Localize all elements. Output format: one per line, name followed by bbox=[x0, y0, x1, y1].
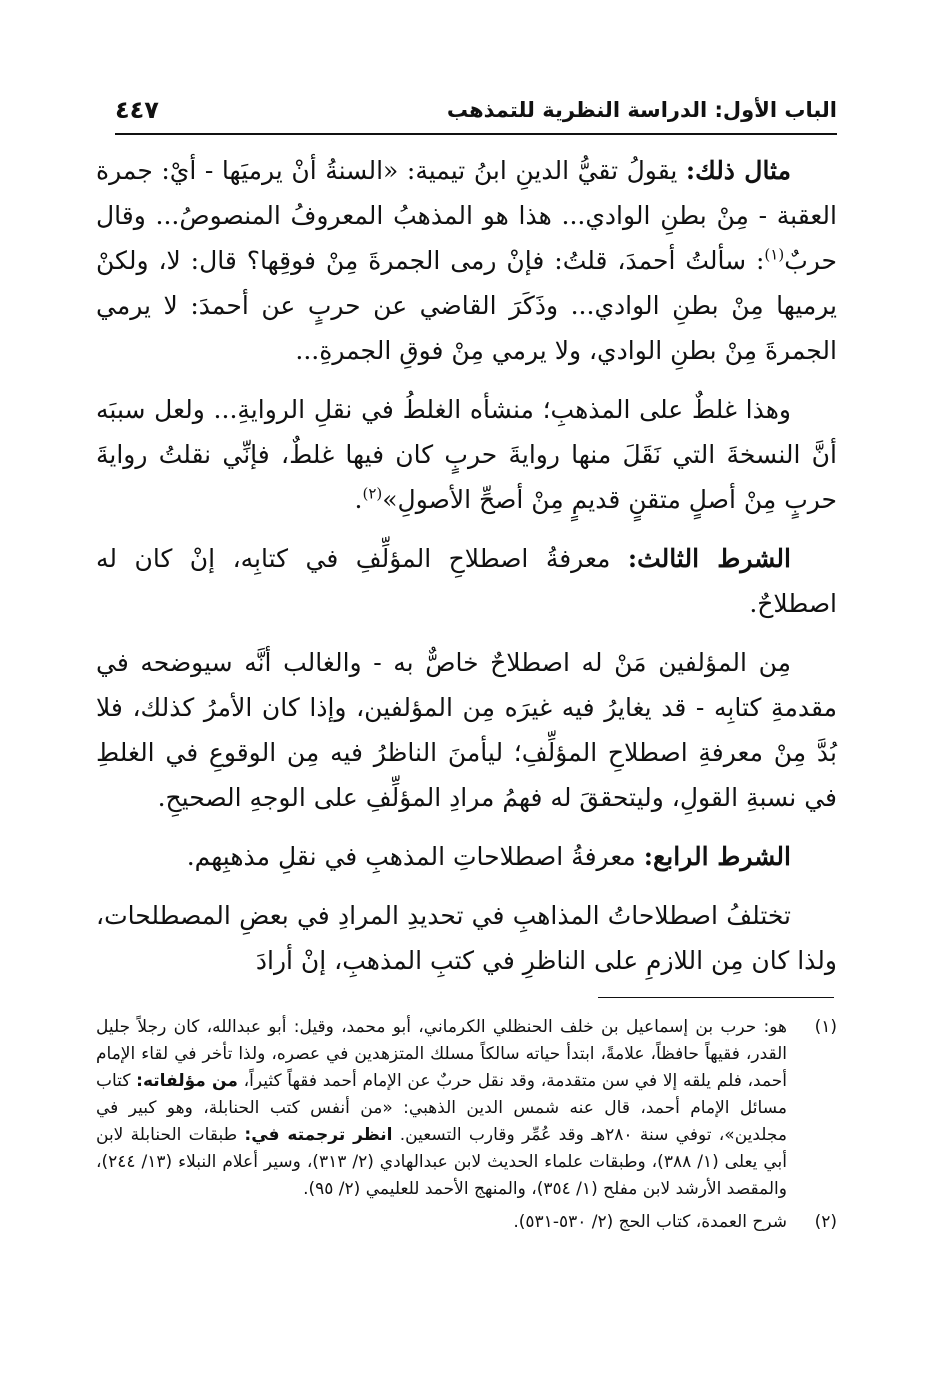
footnote-ref-2[interactable]: (٢) bbox=[362, 484, 383, 503]
example-text: يقولُ تقيُّ الدينِ ابنُ تيمية: «السنةُ أنْ يرميَها - أيْ: جمرة العقبة - مِنْ بطنِ الوادي... هذا هو المذهبُ المعروفُ المنصوصُ... وقال حربٌ bbox=[96, 156, 837, 275]
third-condition-text: معرفةُ اصطلاحِ المؤلِّفِ في كتابِه، إنْ كان له اصطلاحٌ. bbox=[96, 544, 837, 618]
paragraph-authors bbox=[96, 640, 837, 820]
error-text: وهذا غلطٌ على المذهبِ؛ منشأه الغلطُ في نقلِ الروايةِ... ولعل سببَه أنَّ النسخةَ التي نَقَلَ منها روايةَ حربٍ كان فيها غلطٌ، فإنِّي نقلتُ روايةَ حربٍ مِنْ أصلٍ متقنٍ قديمٍ مِنْ أصحِّ الأصولِ» bbox=[96, 395, 837, 514]
page-number: ٤٤٧ bbox=[115, 96, 159, 124]
paragraph-fourth-condition bbox=[96, 834, 837, 879]
footnote-1 bbox=[96, 1014, 837, 1203]
footnote-text bbox=[96, 1014, 787, 1203]
footnote-2 bbox=[96, 1209, 837, 1236]
paragraph-terminology bbox=[96, 893, 837, 983]
terminology-text: تختلفُ اصطلاحاتُ المذاهبِ في تحديدِ المرادِ في بعضِ المصطلحات، ولذا كان مِن اللازمِ على الناظرِ في كتبِ المذهبِ، إنْ أرادَ bbox=[96, 901, 837, 975]
footnote-text-part: كتاب مسائل الإمام أحمد، قال عنه شمس الدين الذهبي: «من أنفس كتب الحنابلة، وهو كبير في مجلدين»، توفي سنة ٢٨٠هـ وقد عُمِّر وقارب التسعين. bbox=[96, 1071, 787, 1145]
footnote-text-part: طبقات الحنابلة لابن أبي يعلى (١/ ٣٨٨)، وطبقات علماء الحديث لابن عبدالهادي (٢/ ٣١٣)، وسير أعلام النبلاء (١٣/ ٢٤٤)، والمقصد الأرشد لابن مفلح (١/ ٣٥٤)، والمنهج الأحمد للعليمي (٢/ ٩٥). bbox=[96, 1125, 787, 1199]
paragraph-error bbox=[96, 387, 837, 522]
fourth-condition-heading: الشرط الرابع: bbox=[643, 842, 791, 871]
footnote-ref-1[interactable]: (١) bbox=[764, 245, 785, 264]
example-lead: مثال ذلك: bbox=[685, 156, 791, 185]
fourth-condition-text: معرفةُ اصطلاحاتِ المذهبِ في نقلِ مذهبِهم. bbox=[186, 842, 644, 871]
example-text-cont: : سألتُ أحمدَ، قلتُ: فإنْ رمى الجمرةَ مِنْ فوقِها؟ قال: لا، ولكنْ يرميها مِنْ بطنِ الوادي... وذَكَرَ القاضي عن حربٍ عن أحمدَ: لا يرمي الجمرةَ مِنْ بطنِ الوادي، ولا يرمي مِنْ فوقِ الجمرةِ... bbox=[96, 246, 837, 365]
footnote-separator bbox=[598, 997, 834, 998]
error-text-end: . bbox=[354, 485, 363, 514]
chapter-title: الباب الأول: الدراسة النظرية للتمذهب bbox=[446, 98, 837, 122]
footnote-text-part: هو: حرب بن إسماعيل بن خلف الحنظلي الكرماني، أبو محمد، وقيل: أبو عبدالله، كان رجلاً جليل القدر، فقيهاً حافظاً، علامةً، ابتدأ حياته سالكاً مسلك المتزهدين في عصره، ولذا تأخر في لقاء الإمام أحمد، فلم يلقه إلا في سن متقدمة، وقد نقل حربٌ عن الإمام أحمد فقهاً كثيراً، bbox=[96, 1017, 788, 1091]
works-label: من مؤلفاته: bbox=[136, 1071, 238, 1091]
footnotes bbox=[96, 1014, 837, 1242]
biography-label: انظر ترجمته في: bbox=[244, 1125, 393, 1145]
footnote-number: (١) bbox=[814, 1017, 837, 1037]
running-header bbox=[115, 98, 837, 132]
main-text bbox=[96, 148, 837, 983]
paragraph-third-condition bbox=[96, 536, 837, 626]
authors-text: مِن المؤلفين مَنْ له اصطلاحٌ خاصٌّ به - والغالب أنَّه سيوضحه في مقدمةِ كتابِه - قد يغايرُ فيه غيرَه مِن المؤلفين، وإذا كان الأمرُ كذلك، فلا بُدَّ مِنْ معرفةِ اصطلاحِ المؤلِّفِ؛ ليأمنَ الناظرُ فيه مِن الوقوعِ في الغلطِ في نسبةِ القولِ، وليتحققَ له فهمُ مرادِ المؤلِّفِ على الوجهِ الصحيحِ. bbox=[96, 648, 837, 812]
paragraph-example bbox=[96, 148, 837, 373]
footnote-text: شرح العمدة، كتاب الحج (٢/ ٥٣٠-٥٣١). bbox=[513, 1212, 787, 1232]
footnote-number: (٢) bbox=[814, 1212, 837, 1232]
header-rule bbox=[115, 133, 837, 135]
third-condition-heading: الشرط الثالث: bbox=[627, 544, 791, 573]
